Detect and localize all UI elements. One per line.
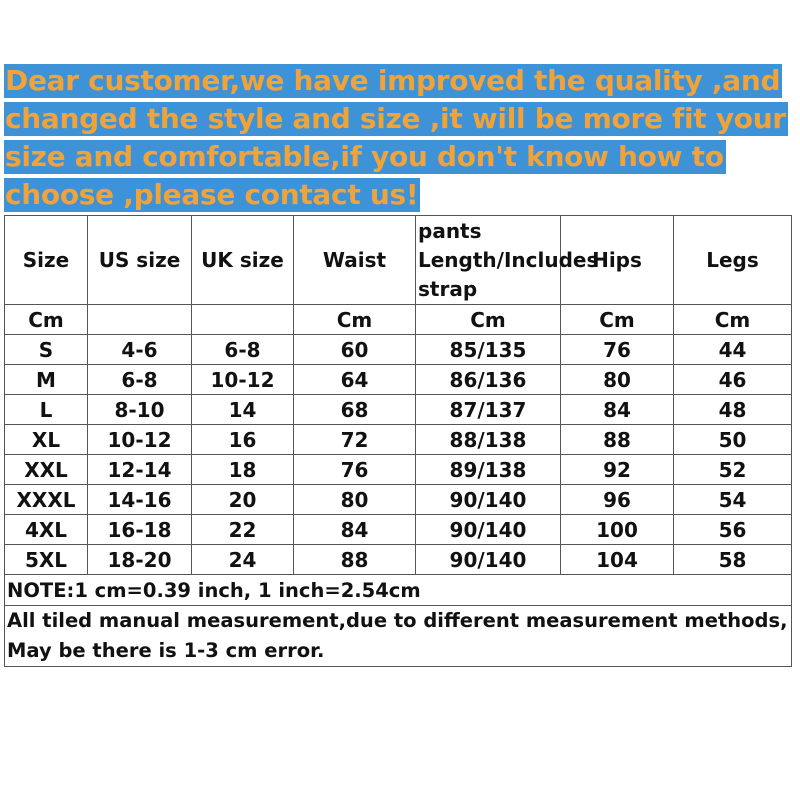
table-row [5,455,792,485]
cell-waist: 72 [294,425,416,455]
unit-uk-size [192,305,294,335]
cell-waist: 88 [294,545,416,575]
cell-uk-size: 6-8 [192,335,294,365]
unit-size: Cm [5,305,88,335]
disclaimer-row [5,606,792,667]
cell-size: 5XL [5,545,88,575]
cell-uk-size: 24 [192,545,294,575]
conversion-note: NOTE:1 cm=0.39 inch, 1 inch=2.54cm [5,575,792,606]
cell-us-size: 14-16 [88,485,192,515]
unit-pants-length: Cm [416,305,561,335]
notice-line-4: choose ,please contact us! [5,178,419,211]
size-chart-table [4,215,792,667]
cell-legs: 50 [674,425,792,455]
header-us-size: US size [88,216,192,305]
unit-us-size [88,305,192,335]
table-row [5,335,792,365]
cell-size: L [5,395,88,425]
header-pants-length: pants Length/Includes strap [416,216,561,305]
cell-uk-size: 18 [192,455,294,485]
header-uk-size: UK size [192,216,294,305]
cell-us-size: 10-12 [88,425,192,455]
measurement-disclaimer: All tiled manual measurement,due to different measurement methods, May be there is 1-3 cm error. [5,606,792,667]
cell-hips: 76 [561,335,674,365]
cell-hips: 92 [561,455,674,485]
cell-legs: 44 [674,335,792,365]
cell-size: XXXL [5,485,88,515]
table-row [5,395,792,425]
cell-hips: 80 [561,365,674,395]
notice-line-2: changed the style and size ,it will be more fit your [5,102,786,135]
table-row [5,425,792,455]
cell-us-size: 6-8 [88,365,192,395]
cell-waist: 76 [294,455,416,485]
cell-size: XL [5,425,88,455]
cell-uk-size: 14 [192,395,294,425]
cell-size: XXL [5,455,88,485]
cell-legs: 48 [674,395,792,425]
cell-hips: 84 [561,395,674,425]
cell-pants-length: 89/138 [416,455,561,485]
cell-size: 4XL [5,515,88,545]
header-size: Size [5,216,88,305]
cell-pants-length: 87/137 [416,395,561,425]
table-row [5,545,792,575]
header-waist: Waist [294,216,416,305]
cell-legs: 52 [674,455,792,485]
header-hips: Hips [561,216,674,305]
cell-pants-length: 90/140 [416,515,561,545]
cell-us-size: 12-14 [88,455,192,485]
cell-pants-length: 90/140 [416,485,561,515]
header-row [5,216,792,305]
cell-size: M [5,365,88,395]
cell-us-size: 4-6 [88,335,192,365]
table-row [5,515,792,545]
cell-uk-size: 16 [192,425,294,455]
cell-waist: 68 [294,395,416,425]
cell-hips: 88 [561,425,674,455]
unit-waist: Cm [294,305,416,335]
cell-legs: 58 [674,545,792,575]
cell-uk-size: 22 [192,515,294,545]
cell-hips: 100 [561,515,674,545]
cell-uk-size: 20 [192,485,294,515]
unit-legs: Cm [674,305,792,335]
cell-hips: 104 [561,545,674,575]
cell-us-size: 8-10 [88,395,192,425]
cell-us-size: 18-20 [88,545,192,575]
notice-line-1: Dear customer,we have improved the quality ,and [5,64,781,97]
cell-uk-size: 10-12 [192,365,294,395]
notice-line-3: size and comfortable,if you don't know how to [5,140,724,173]
cell-pants-length: 85/135 [416,335,561,365]
cell-waist: 64 [294,365,416,395]
cell-pants-length: 90/140 [416,545,561,575]
note-row [5,575,792,606]
cell-legs: 46 [674,365,792,395]
customer-notice [4,62,794,214]
table-row [5,365,792,395]
cell-pants-length: 86/136 [416,365,561,395]
table-row [5,485,792,515]
cell-legs: 54 [674,485,792,515]
cell-size: S [5,335,88,365]
cell-waist: 60 [294,335,416,365]
cell-waist: 84 [294,515,416,545]
unit-hips: Cm [561,305,674,335]
cell-legs: 56 [674,515,792,545]
cell-waist: 80 [294,485,416,515]
cell-pants-length: 88/138 [416,425,561,455]
cell-hips: 96 [561,485,674,515]
header-legs: Legs [674,216,792,305]
cell-us-size: 16-18 [88,515,192,545]
unit-row [5,305,792,335]
